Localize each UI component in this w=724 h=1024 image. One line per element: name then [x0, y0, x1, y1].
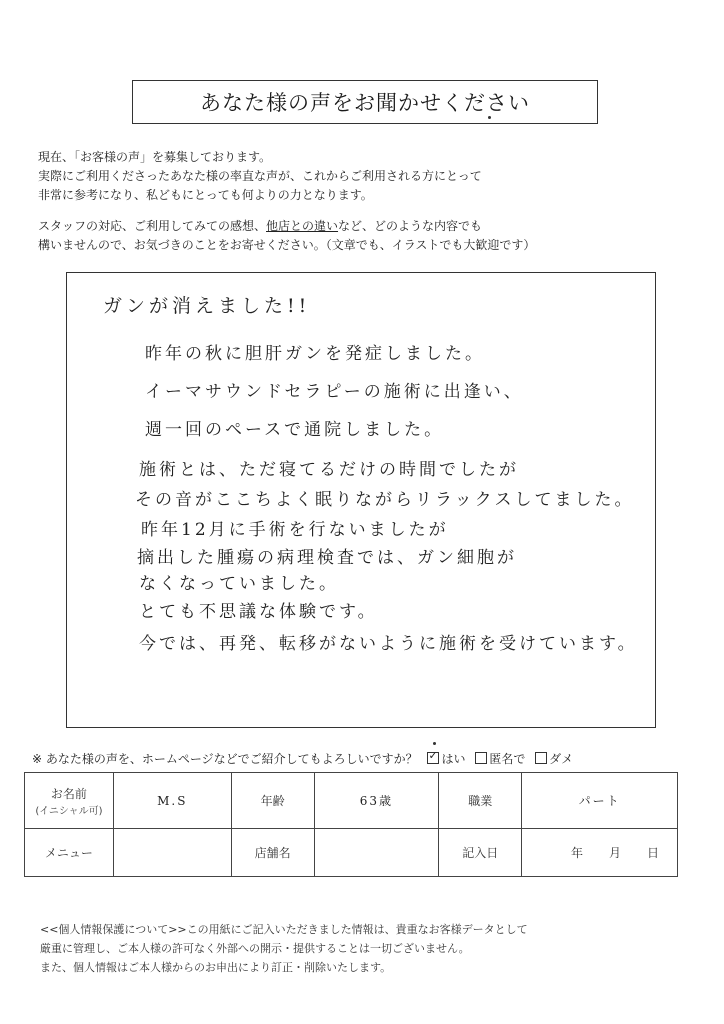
testimonial-line: 今では、再発、転移がないように施術を受けています。: [139, 634, 638, 654]
shop-field[interactable]: [314, 829, 439, 877]
testimonial-line: その音がここちよく眠りながらリラックスしてました。: [135, 490, 635, 510]
checkbox-checked-icon[interactable]: [427, 752, 439, 764]
privacy-line: 厳重に管理し、ご本人様の許可なく外部への開示・提供することは一切ございません。: [40, 942, 470, 955]
speck: [488, 116, 491, 119]
shop-label: 店舗名: [231, 829, 314, 877]
testimonial-line: 摘出した腫瘍の病理検査では、ガン細胞が: [137, 548, 517, 568]
testimonial-line: 施術とは、ただ寝てるだけの時間でしたが: [139, 460, 519, 480]
page-title: あなた様の声をお聞かせください: [132, 80, 598, 124]
name-label: お名前 (イニシャル可): [25, 773, 114, 829]
intro-line: 非常に参考になり、私どもにとっても何よりの力となります。: [38, 188, 373, 202]
intro-line: 構いませんので、お気づきのことをお寄せください。（文章でも、イラストでも大歓迎です）: [38, 238, 536, 252]
testimonial-box: [66, 272, 656, 728]
testimonial-line: 昨年12月に手術を行ないましたが: [141, 520, 449, 540]
testimonial-line: イーマサウンドセラピーの施術に出逢い、: [145, 382, 524, 402]
age-field[interactable]: 63歳: [314, 773, 439, 829]
intro-text: [38, 148, 698, 255]
underlined-text: 他店との違い: [266, 219, 339, 233]
speck: [433, 742, 436, 745]
intro-line: 現在、「お客様の声」を募集しております。: [38, 150, 272, 164]
testimonial-headline: ガンが消えました!!: [103, 295, 311, 317]
privacy-line: <<個人情報保護について>>この用紙にご記入いただきました情報は、貴重なお客様データとして: [40, 923, 528, 936]
testimonial-line: なくなっていました。: [139, 574, 339, 594]
testimonial-line: 昨年の秋に胆肝ガンを発症しました。: [145, 344, 485, 364]
intro-line: 実際にご利用くださったあなた様の率直な声が、これからご利用される方にとって: [38, 169, 482, 183]
checkbox-icon[interactable]: [475, 752, 487, 764]
privacy-notice: [40, 920, 700, 977]
info-form: [24, 772, 678, 877]
testimonial-line: 週一回のペースで通院しました。: [145, 420, 445, 440]
menu-label: メニュー: [25, 829, 114, 877]
age-label: 年齢: [231, 773, 314, 829]
date-field[interactable]: 年 月 日: [522, 829, 678, 877]
consent-question: ※ あなた様の声を、ホームページなどでご紹介してもよろしいですか？: [32, 752, 418, 766]
date-label: 記入日: [439, 829, 522, 877]
menu-field[interactable]: [113, 829, 231, 877]
consent-option-anonymous[interactable]: 匿名で: [475, 752, 525, 766]
privacy-line: また、個人情報はご本人様からのお申出により訂正・削除いたします。: [40, 961, 392, 974]
intro-line: スタッフの対応、ご利用してみての感想、他店との違いなど、どのような内容でも: [38, 219, 483, 233]
testimonial-line: とても不思議な体験です。: [139, 602, 378, 622]
job-field[interactable]: パート: [522, 773, 678, 829]
consent-option-no[interactable]: ダメ: [535, 752, 573, 766]
job-label: 職業: [439, 773, 522, 829]
checkbox-icon[interactable]: [535, 752, 547, 764]
name-field[interactable]: M.S: [113, 773, 231, 829]
consent-row: [32, 750, 573, 767]
consent-option-yes[interactable]: ✓ はい: [427, 752, 465, 766]
